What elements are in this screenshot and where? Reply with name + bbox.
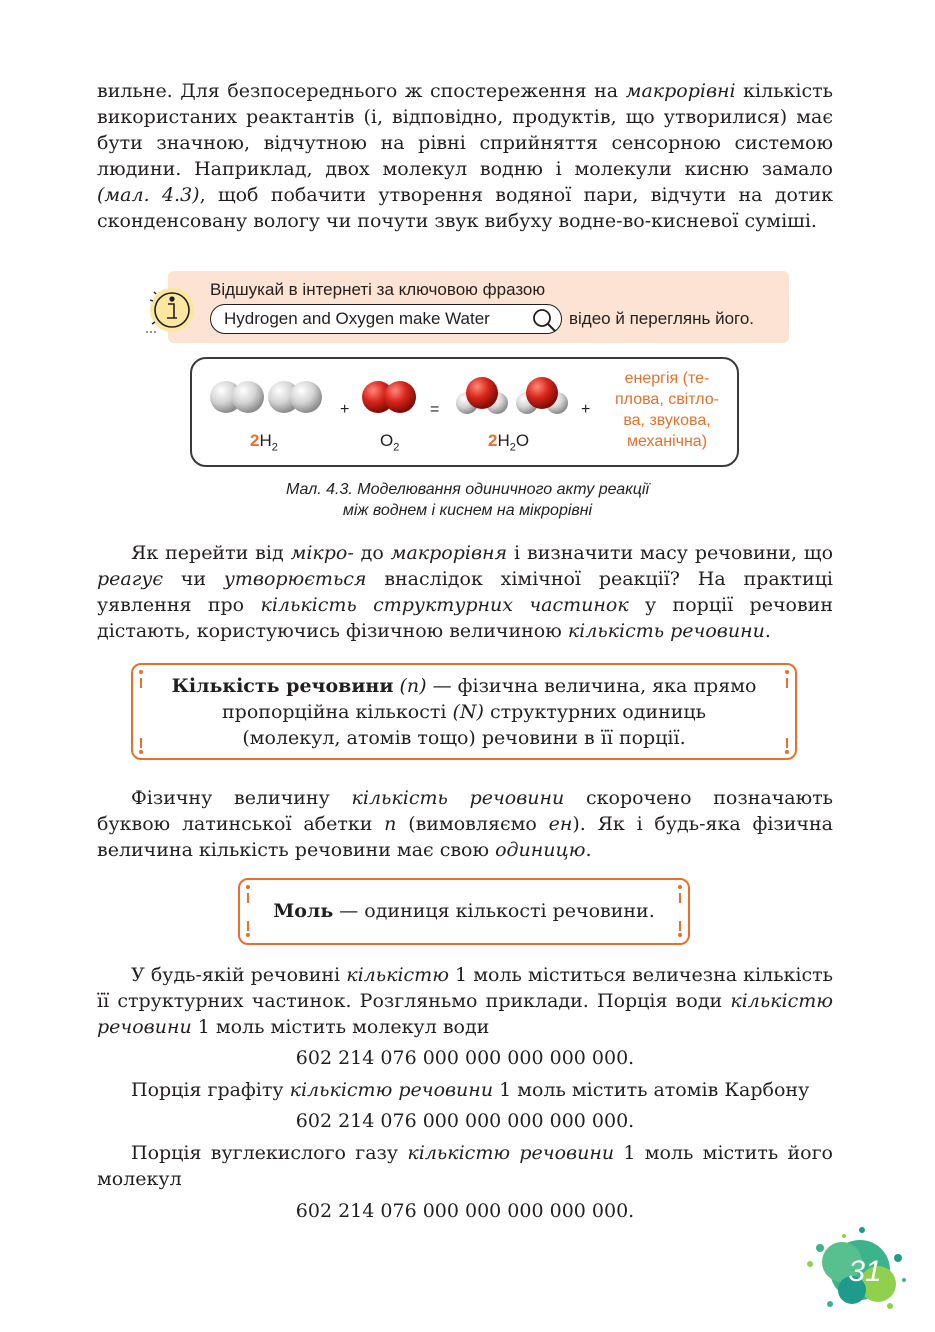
hydrogen-molecule xyxy=(268,381,322,413)
italic-term: макрорівні xyxy=(625,80,736,102)
water-molecule xyxy=(516,377,568,414)
avogadro-number: 602 214 076 000 000 000 000 000. xyxy=(295,1110,635,1132)
hydrogen-molecule xyxy=(210,381,264,413)
plus-sign: + xyxy=(581,401,591,418)
oxygen-label: $O_2$ xyxy=(380,431,400,454)
definition-amount-of-substance: Кількість речовини (n) — фізична величина, яка прямо пропорційна кількості (N) структурних одиниць (молекул, атомів тощо) речовини в її порції. xyxy=(171,675,757,749)
info-instruction-end: відео й переглянь його. xyxy=(569,309,755,328)
definition-mole: Моль — одиниця кількості речовини. xyxy=(273,900,655,922)
equals-sign: = xyxy=(430,401,440,418)
info-instruction: Відшукай в інтернеті за ключовою фразою xyxy=(210,280,546,299)
page-number: 31 xyxy=(848,1255,882,1288)
plus-sign: + xyxy=(340,401,350,418)
paragraph-6: Порція вуглекислого газу кількістю речовини 1 моль містить його молекул xyxy=(97,1142,833,1190)
oxygen-molecule xyxy=(362,381,416,413)
paragraph-top: вильне. Для безпосереднього ж спостереження на макрорівні кількість використаних реактантів (і, відповідно, продуктів, що утворилися) має бути значною, відчутною на рівні сприйняття сенсорною системою людини. Наприклад, двох молекул водню і молекули кисню замало (мал. 4.3), щоб побачити утворення водяної пари, відчути на дотик сконденсовану вологу чи почути звук вибуху водне-во-кисневої суміші. xyxy=(97,80,833,232)
avogadro-number: 602 214 076 000 000 000 000 000. xyxy=(295,1047,635,1069)
water-label: $2H_2O$ xyxy=(488,431,530,454)
search-phrase[interactable]: Hydrogen and Oxygen make Water xyxy=(224,309,490,328)
figure-caption: Мал. 4.3. Моделювання одиничного акту реакції між воднем і киснем на мікрорівні xyxy=(285,481,650,519)
hydrogen-label: $2H_2$ xyxy=(250,431,278,454)
avogadro-number: 602 214 076 000 000 000 000 000. xyxy=(295,1200,635,1222)
paragraph-5: Порція графіту кількістю речовини 1 моль містить атомів Карбону xyxy=(131,1079,810,1101)
paragraph-4: У будь-якій речовині кількістю 1 моль міститься величезна кількість її структурних частинок. Розгляньмо приклади. Порція води кількістю речовини 1 моль містить молекул води xyxy=(97,964,833,1038)
energy-label: енергія (те- плова, світло- ва, звукова, механічна) xyxy=(615,370,719,450)
search-icon[interactable] xyxy=(531,307,557,333)
paragraph-3: Фізичну величину кількість речовини скорочено позначають буквою латинської абетки n (вимовляємо ен). Як і будь-яка фізична величина кількість речовини має свою одиницю. xyxy=(97,787,834,861)
paragraph-2: Як перейти від мікро- до макрорівня і визначити масу речовини, що реагує чи утворюється внаслідок хімічної реакції? На практиці уявлення про кількість структурних частинок у порції речовин дістають, користуючись фізичною величиною кількість речовини. xyxy=(97,542,834,642)
info-icon xyxy=(140,280,198,336)
figure-reference: (мал. 4.3) xyxy=(97,184,200,206)
water-molecule xyxy=(456,377,508,414)
